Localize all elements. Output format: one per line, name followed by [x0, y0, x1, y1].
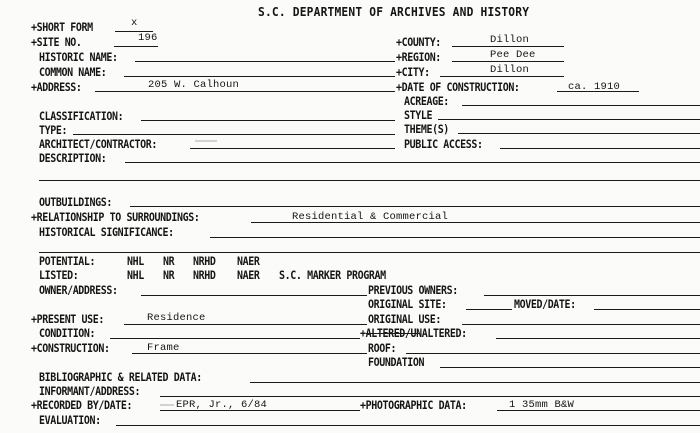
bibliographic-line — [250, 382, 700, 383]
moved-date-label: MOVED/DATE: — [514, 297, 576, 311]
short-form-value: x — [131, 17, 138, 29]
sc-marker-program: S.C. MARKER PROGRAM — [279, 268, 386, 282]
roof-label: ROOF: — [368, 341, 397, 355]
site-no-value: 196 — [138, 32, 158, 44]
historic-name-label: HISTORIC NAME: — [39, 50, 118, 64]
potential-label: POTENTIAL: — [39, 254, 96, 268]
architect-contractor-line — [190, 148, 395, 149]
relationship-label: +RELATIONSHIP TO SURROUNDINGS: — [31, 210, 200, 224]
address-label: +ADDRESS: — [31, 80, 82, 94]
previous-owners-line — [484, 295, 700, 296]
city-label: +CITY: — [396, 65, 430, 79]
page-title: S.C. DEPARTMENT OF ARCHIVES AND HISTORY — [258, 4, 530, 19]
original-use-line — [462, 324, 700, 325]
photographic-data-value: 1 35mm B&W — [509, 399, 575, 411]
owner-address-line — [141, 295, 367, 296]
region-value: Pee Dee — [490, 49, 536, 61]
ink-smudge — [195, 140, 217, 142]
photographic-data-line — [497, 410, 700, 411]
ink-smudge-2 — [160, 404, 174, 406]
owner-address-label: OWNER/ADDRESS: — [39, 283, 118, 297]
recorded-by-line — [160, 410, 360, 411]
construction-value: Frame — [147, 342, 180, 354]
listed-label: LISTED: — [39, 268, 79, 282]
city-value: Dillon — [490, 64, 530, 76]
potential-nrhd: NRHD — [193, 254, 216, 268]
listed-nhl: NHL — [127, 268, 144, 282]
date-of-construction-label: +DATE OF CONSTRUCTION: — [396, 80, 520, 94]
present-use-line — [124, 324, 367, 325]
listed-naer: NAER — [237, 268, 260, 282]
construction-label: +CONSTRUCTION: — [31, 341, 110, 355]
common-name-label: COMMON NAME: — [39, 65, 107, 79]
style-line — [438, 119, 700, 120]
historic-name-line — [135, 61, 395, 62]
description-label: DESCRIPTION: — [39, 151, 107, 165]
date-of-construction-value: ca. 1910 — [568, 81, 621, 93]
evaluation-label: EVALUATION: — [39, 413, 101, 427]
altered-unaltered-line — [496, 338, 700, 339]
unaltered-text: /UNALTERED: — [404, 326, 467, 340]
recorded-by-label: +RECORDED BY/DATE: — [31, 398, 133, 412]
county-line — [452, 46, 564, 47]
moved-date-line — [594, 309, 700, 310]
original-site-line — [466, 309, 512, 310]
city-line — [440, 76, 564, 77]
evaluation-line — [116, 425, 700, 426]
acreage-line — [462, 105, 700, 106]
relationship-value: Residential & Commercial — [292, 211, 449, 223]
potential-nhl: NHL — [127, 254, 144, 268]
relationship-line — [251, 222, 700, 223]
photographic-data-label: +PHOTOGRAPHIC DATA: — [360, 398, 467, 412]
bibliographic-label: BIBLIOGRAPHIC & RELATED DATA: — [39, 370, 202, 384]
public-access-label: PUBLIC ACCESS: — [404, 137, 483, 151]
original-site-label: ORIGINAL SITE: — [368, 297, 447, 311]
condition-line — [110, 338, 360, 339]
address-value: 205 W. Calhoun — [148, 79, 240, 91]
informant-address-label: INFORMANT/ADDRESS: — [39, 384, 141, 398]
outbuildings-line — [130, 206, 700, 207]
potential-nr: NR — [163, 254, 175, 268]
potential-naer: NAER — [237, 254, 260, 268]
previous-owners-label: PREVIOUS OWNERS: — [368, 283, 458, 297]
historical-significance-line — [210, 237, 700, 238]
region-line — [452, 61, 564, 62]
themes-line — [458, 133, 700, 134]
classification-label: CLASSIFICATION: — [39, 109, 124, 123]
description-line-1 — [125, 162, 700, 163]
acreage-label: ACREAGE: — [404, 94, 449, 108]
altered-text: ALTERED — [365, 326, 405, 340]
altered-prefix: + — [360, 326, 366, 340]
common-name-line — [124, 76, 395, 77]
county-label: +COUNTY: — [396, 35, 441, 49]
type-label: TYPE: — [39, 123, 68, 137]
recorded-by-value: EPR, Jr., 6/84 — [176, 399, 268, 411]
condition-label: CONDITION: — [39, 326, 96, 340]
classification-line — [141, 120, 395, 121]
address-line — [95, 91, 395, 92]
type-line — [73, 134, 395, 135]
architect-contractor-label: ARCHITECT/CONTRACTOR: — [39, 137, 157, 151]
present-use-value: Residence — [147, 312, 206, 324]
roof-line — [406, 353, 700, 354]
site-no-label: +SITE NO. — [31, 35, 82, 49]
listed-nr: NR — [163, 268, 175, 282]
original-use-label: ORIGINAL USE: — [368, 312, 442, 326]
historical-significance-line-2 — [39, 252, 700, 253]
altered-strikethrough — [366, 333, 420, 334]
date-of-construction-line — [557, 91, 639, 92]
description-line-2 — [39, 180, 700, 181]
construction-line — [132, 353, 367, 354]
historical-significance-label: HISTORICAL SIGNIFICANCE: — [39, 225, 174, 239]
outbuildings-label: OUTBUILDINGS: — [39, 195, 113, 209]
site-no-line — [114, 46, 158, 47]
county-value: Dillon — [490, 34, 530, 46]
style-label: STYLE — [404, 108, 433, 122]
listed-nrhd: NRHD — [193, 268, 216, 282]
present-use-label: +PRESENT USE: — [31, 312, 105, 326]
public-access-line — [500, 148, 700, 149]
foundation-label: FOUNDATION — [368, 355, 425, 369]
foundation-line — [440, 367, 700, 368]
region-label: +REGION: — [396, 50, 441, 64]
short-form-label: +SHORT FORM — [31, 20, 93, 34]
themes-label: THEME(S) — [404, 122, 449, 136]
informant-address-line — [160, 396, 700, 397]
